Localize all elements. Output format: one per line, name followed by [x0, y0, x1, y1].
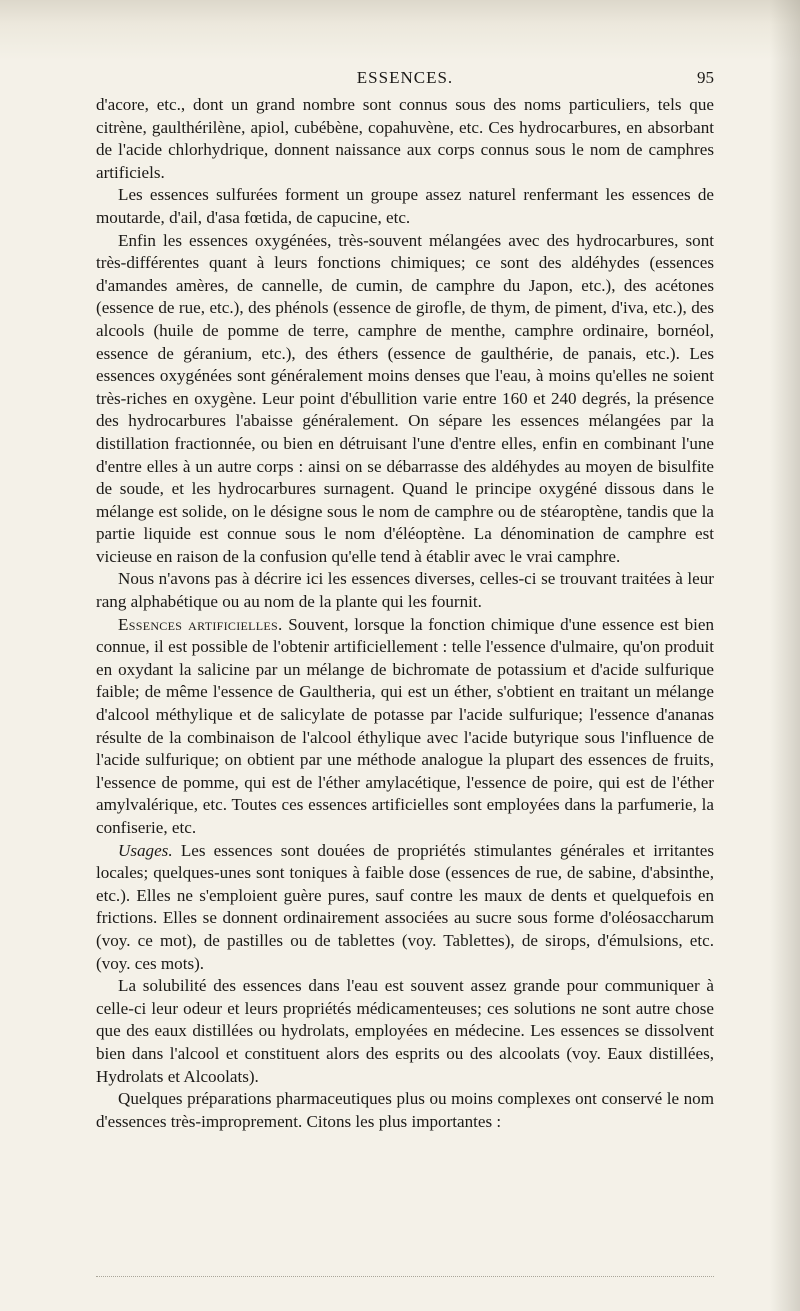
paragraph-7: La solubilité des essences dans l'eau est souvent assez grande pour communiquer à celle-ci leur odeur et leurs propriétés médicamenteuses; ces solutions ne sont autre chose que des eaux distillées ou hydrolats, employées en médecine. Les essences se dissolvent bien dans l'alcool et constituent alors des esprits ou des alcoolats (voy. Eaux distillées, Hydrolats et Alcoolats).: [96, 976, 714, 1086]
page-number: 95: [697, 68, 714, 87]
section-lead-essences-artificielles: Essences artificielles.: [118, 614, 283, 634]
scan-right-edge: [770, 0, 800, 1311]
paragraph-6: [96, 840, 714, 976]
bottom-dotted-rule: [96, 1276, 714, 1277]
running-head: ESSENCES.: [356, 68, 454, 87]
paragraph-5: [96, 614, 714, 840]
paragraph-8: Quelques préparations pharmaceutiques plus ou moins complexes ont conservé le nom d'essences très-improprement. Citons les plus importantes :: [96, 1089, 714, 1131]
paragraph-1: d'acore, etc., dont un grand nombre sont connus sous des noms particuliers, tels que citrène, gaulthérilène, apiol, cubébène, copahuvène, etc. Ces hydrocarbures, en absorbant de l'acide chlorhydrique, donnent naissance aux corps connus sous le nom de camphres artificiels.: [96, 95, 714, 182]
paragraph-3: Enfin les essences oxygénées, très-souvent mélangées avec des hydrocarbures, sont très-différentes quant à leurs fonctions chimiques; ce sont des aldéhydes (essences d'amandes amères, de cannelle, de cumin, de camphre du Japon, etc.), des acétones (essence de rue, etc.), des phénols (essence de girofle, de thym, de piment, d'iva, etc.), des alcools (huile de pomme de terre, camphre de menthe, camphre ordinaire, bornéol, essence de géranium, etc.), des éthers (essence de gaulthérie, de panais, etc.). Les essences oxygénées sont généralement moins denses que l'eau, à moins qu'elles ne soient très-riches en oxygène. Leur point d'ébullition varie entre 160 et 240 degrés, la présence des hydrocarbures l'abaisse généralement. On sépare les essences mélangées par la distillation fractionnée, ou bien en détruisant l'une d'entre elles, enfin en combinant l'une d'entre elles à un autre corps : ainsi on se débarrasse des aldéhydes au moyen de bisulfite de soude, et les hydrocarbures surnagent. Quand le principe oxygéné dissous dans le mélange est solide, on le désigne sous le nom de camphre ou de stéaroptène, tandis que la partie liquide est connue sous le nom d'éléoptène. La dénomination de camphre est vicieuse en raison de la confusion qu'elle tend à établir avec le vrai camphre.: [96, 230, 714, 566]
page-header: [96, 60, 714, 94]
scan-top-edge: [0, 0, 800, 60]
paragraph-2: Les essences sulfurées forment un groupe assez naturel renfermant les essences de moutarde, d'ail, d'asa fœtida, de capucine, etc.: [96, 185, 714, 227]
paragraph-5-body: Souvent, lorsque la fonction chimique d'une essence est bien connue, il est possible de l'obtenir artificiellement : telle l'essence d'ulmaire, qu'on produit en oxydant la salicine par un mélange de bichromate de potassium et d'acide sulfurique faible; de même l'essence de Gaultheria, qui est un éther, s'obtient en traitant un mélange d'alcool méthylique et de salicylate de potasse par l'acide sulfurique; l'essence d'ananas résulte de la combinaison de l'alcool éthylique avec l'acide butyrique sous l'influence de l'acide sulfurique; on obtient par une méthode analogue la plupart des essences de fruits, l'essence de pomme, qui est de l'éther amylacétique, l'essence de poire, qui est de l'éther amylvalérique, etc. Toutes ces essences artificielles sont employées dans la parfumerie, la confiserie, etc.: [96, 614, 714, 837]
paragraph-4: Nous n'avons pas à décrire ici les essences diverses, celles-ci se trouvant traitées à leur rang alphabétique ou au nom de la plante qui les fournit.: [96, 569, 714, 612]
paragraph-6-body: Les essences sont douées de propriétés stimulantes générales et irritantes locales; quelques-unes sont toniques à faible dose (essences de rue, de sabine, d'absinthe, etc.). Elles ne s'emploient guère pures, sauf contre les maux de dents et quelquefois en frictions. Elles se donnent ordinairement associées au sucre sous forme d'oléosaccharum (voy. ce mot), de pastilles ou de tablettes (voy. Tablettes), de sirops, d'émulsions, etc. (voy. ces mots).: [96, 840, 714, 973]
document-page: [96, 60, 714, 1133]
section-lead-usages: Usages.: [118, 840, 173, 860]
